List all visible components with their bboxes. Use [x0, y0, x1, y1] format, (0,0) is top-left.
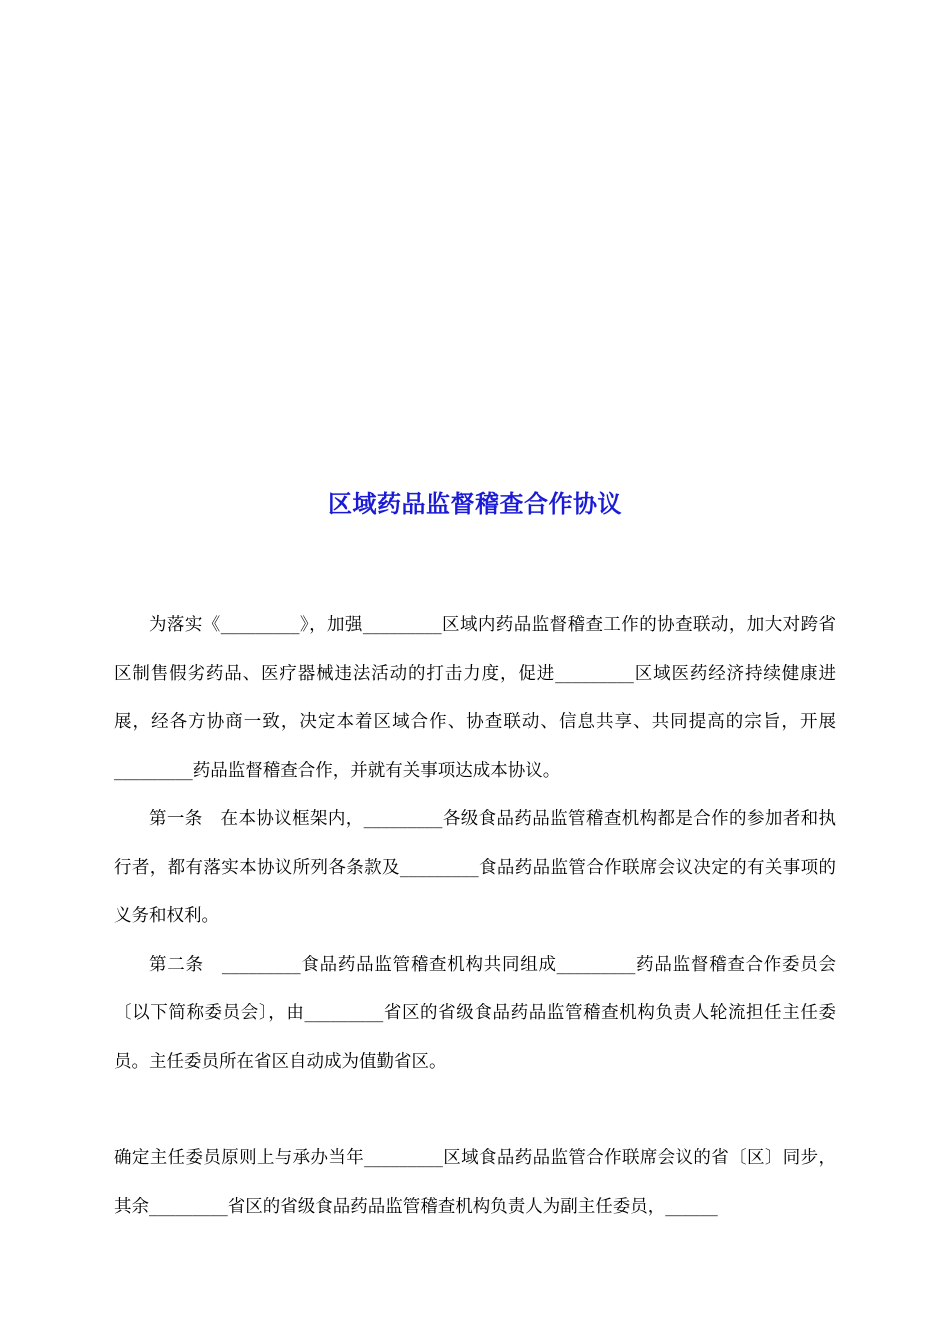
article-two-paragraph: 第二条 _________食品药品监管稽查机构共同组成_________药品监督稽查合作委员会〔以下简称委员会〕，由_________省区的省级食品药品监管稽查机构负责人轮流担任主任委员。主任委员所在省区自动成为值勤省区。 — [114, 954, 836, 1072]
continuation-paragraph: 确定主任委员原则上与承办当年_________区域食品药品监管合作联席会议的省〔区〕同步，其余_________省区的省级食品药品监管稽查机构负责人为副主任委员，______ — [114, 1148, 836, 1217]
document-body — [114, 601, 836, 1231]
document-title: 区域药品监督稽查合作协议 — [328, 490, 622, 518]
article-one-paragraph: 第一条 在本协议框架内，_________各级食品药品监管稽查机构都是合作的参加者和执行者，都有落实本协议所列各条款及_________食品药品监管合作联席会议决定的有关事项的义务和权利。 — [114, 809, 836, 926]
preamble-paragraph: 为落实《_________》，加强_________区域内药品监督稽查工作的协查联动，加大对跨省区制售假劣药品、医疗器械违法活动的打击力度，促进_________区域医药经济持续健康进展，经各方协商一致，决定本着区域合作、协查联动、信息共享、共同提高的宗旨，开展_________药品监督稽查合作，并就有关事项达成本协议。 — [114, 615, 836, 781]
